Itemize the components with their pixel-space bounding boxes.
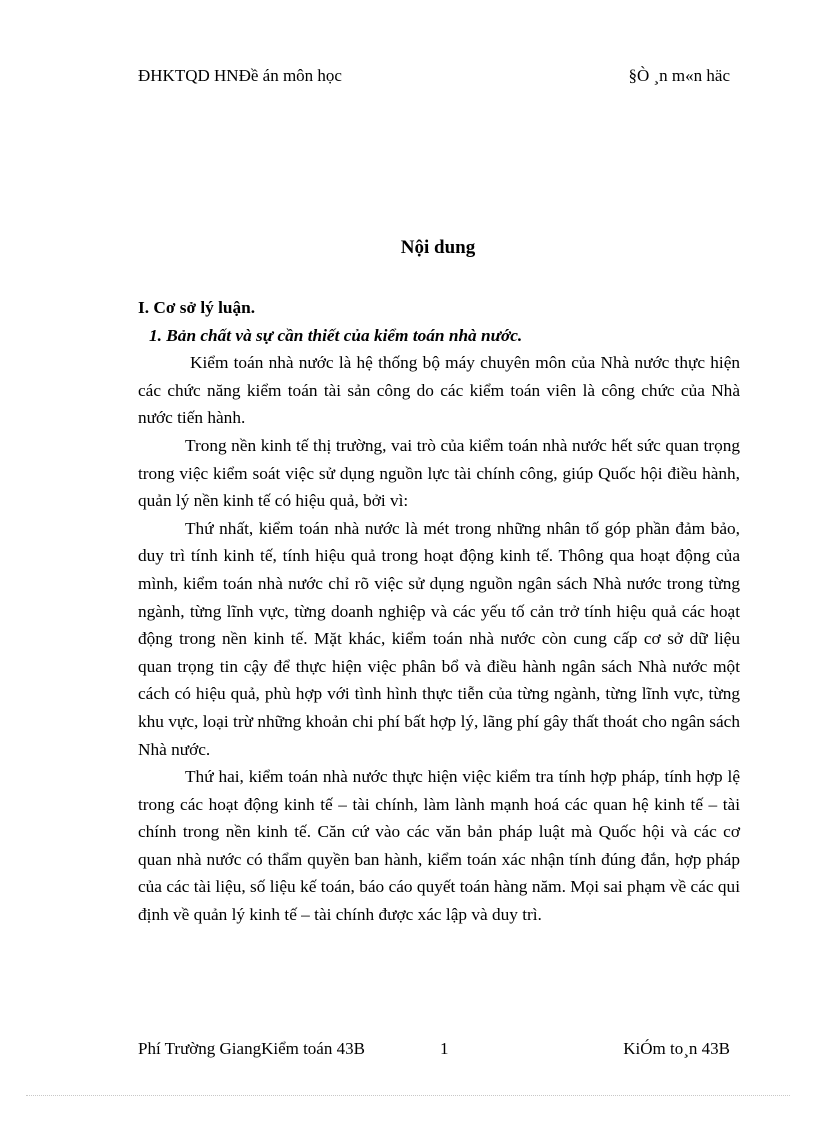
header-right-text: §Ò ¸n m«n häc [628,66,730,85]
paragraph: Trong nền kinh tế thị trường, vai trò của kiểm toán nhà nước hết sức quan trọng trong việc kiểm soát việc sử dụng nguồn lực tài chính công, giúp Quốc hội điều hành, quản lý nền kinh tế có hiệu quả, bởi vì: [138,435,740,511]
header-left-text: ĐHKTQD HNĐề án môn học [138,66,342,85]
footer-left-text: Phí Trường GiangKiểm toán 43B [138,1039,365,1058]
page-number: 1 [440,1039,449,1058]
paragraph: Kiểm toán nhà nước là hệ thống bộ máy chuyên môn của Nhà nước thực hiện các chức năng kiểm toán tài sản công do các kiểm toán viên là công chức của Nhà nước tiến hành. [138,353,740,428]
paragraph: Thứ nhất, kiểm toán nhà nước là mét trong những nhân tố góp phần đảm bảo, duy trì tính kinh tế, tính hiệu quả trong hoạt động kinh tế. Thông qua hoạt động của mình, kiểm toán nhà nước chỉ rõ việc sử dụng nguồn ngân sách Nhà nước trong từng ngành, từng lĩnh vực, từng doanh nghiệp và các yếu tố cản trở tính hiệu quả các hoạt động trong nền kinh tế. Mặt khác, kiểm toán nhà nước còn cung cấp cơ sở dữ liệu quan trọng tin cậy để thực hiện việc phân bổ và điều hành ngân sách Nhà nước một cách có hiệu quả, phù hợp với tình hình thực tiễn của từng ngành, từng lĩnh vực, từng khu vực, loại trừ những khoản chi phí bất hợp lý, lãng phí gây thất thoát cho ngân sách Nhà nước. [138,518,740,759]
document-body [138,294,740,929]
page-title: Nội dung [400,237,476,258]
page-boundary-divider [26,1095,790,1096]
footer-right-text: KiÓm to¸n 43B [623,1039,730,1058]
subsection-heading: 1. Bản chất và sự cần thiết của kiểm toán nhà nước. [149,325,523,345]
section-heading: I. Cơ sở lý luận. [138,298,256,317]
paragraph: Thứ hai, kiểm toán nhà nước thực hiện việc kiểm tra tính hợp pháp, tính hợp lệ trong các hoạt động kinh tế – tài chính, làm lành mạnh hoá các quan hệ kinh tế – tài chính trong nền kinh tế. Căn cứ vào các văn bản pháp luật mà Quốc hội và các cơ quan nhà nước có thẩm quyền ban hành, kiểm toán xác nhận tính đúng đắn, hợp pháp của các tài liệu, số liệu kế toán, báo cáo quyết toán hàng năm. Mọi sai phạm về các qui định về quản lý kinh tế – tài chính được xác lập và duy trì. [138,767,740,925]
